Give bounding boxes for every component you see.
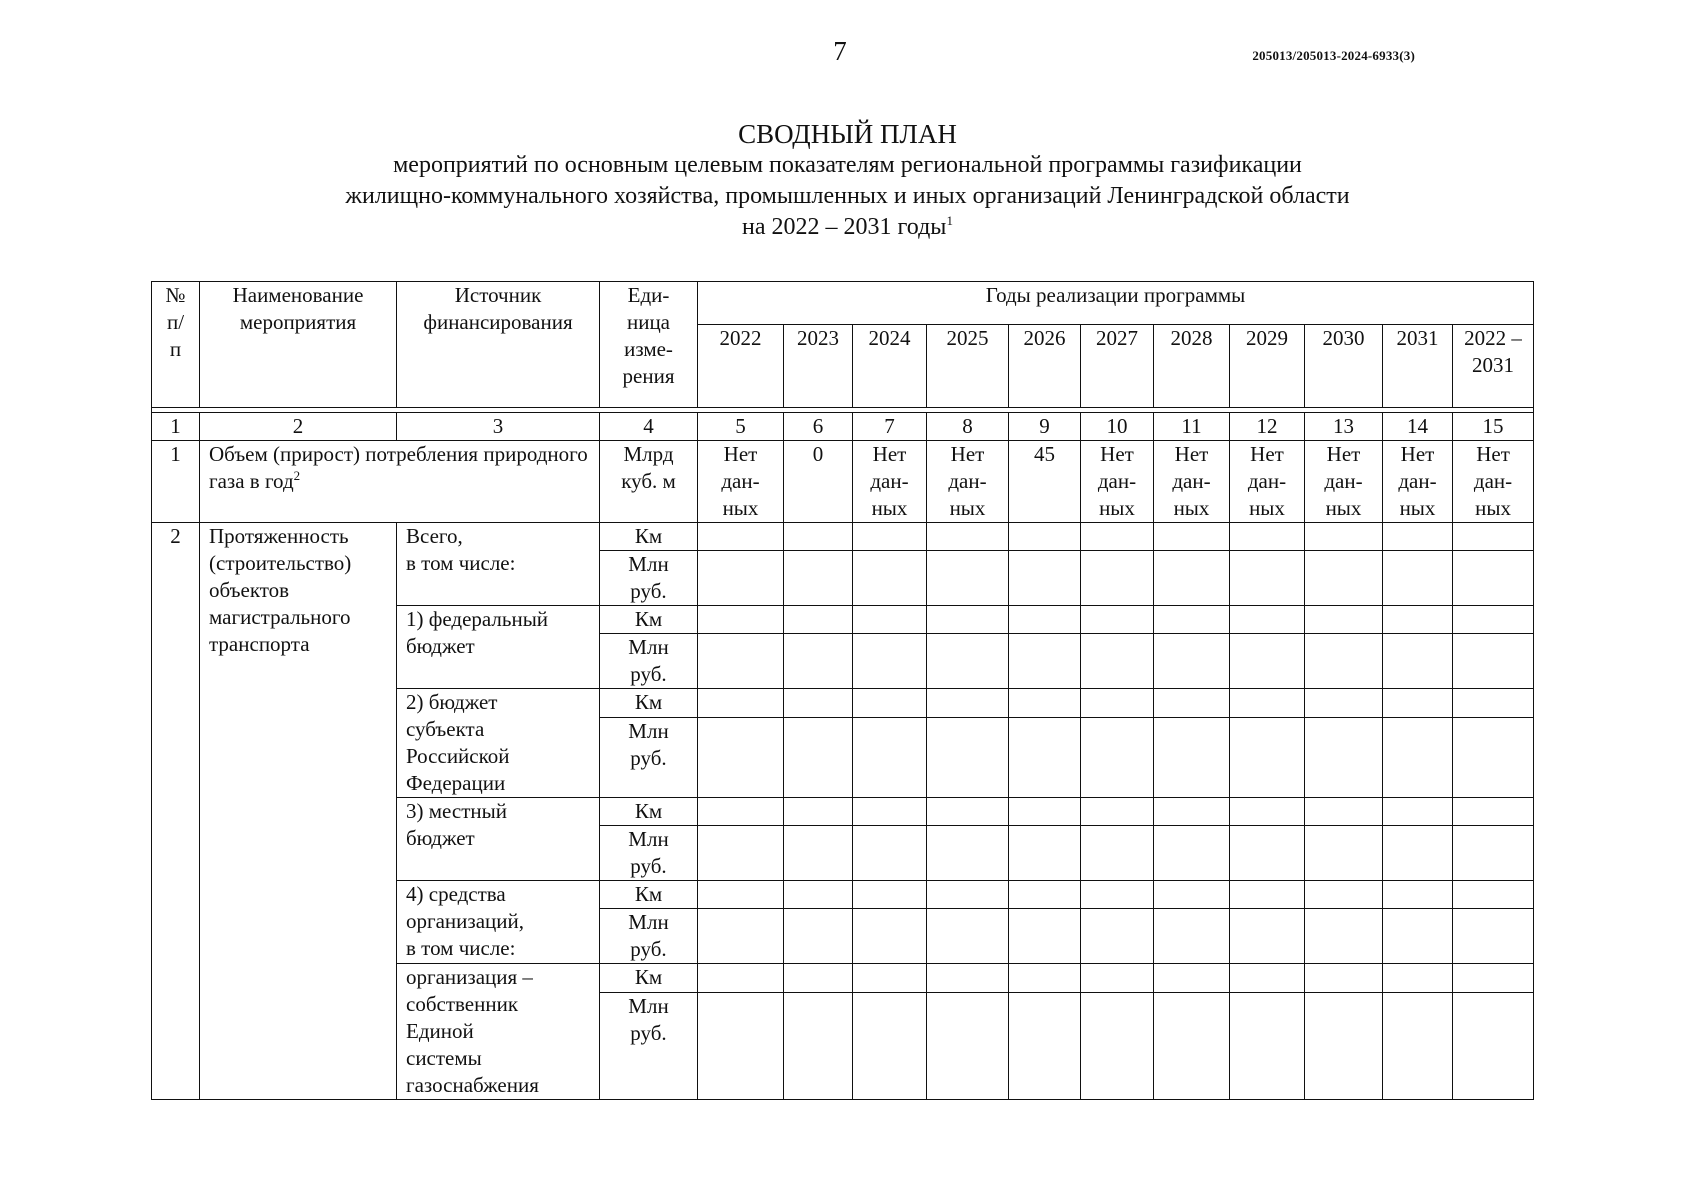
header-year-4: 2026 — [1009, 324, 1081, 408]
column-number: 8 — [927, 413, 1009, 441]
empty-value-cell — [1081, 909, 1154, 964]
header-year-3: 2025 — [927, 324, 1009, 408]
empty-value-cell — [1383, 909, 1453, 964]
footnote-ref-1: 1 — [946, 213, 953, 228]
empty-value-cell — [1230, 909, 1305, 964]
empty-value-cell — [1230, 634, 1305, 689]
empty-value-cell — [927, 606, 1009, 634]
empty-value-cell — [853, 826, 927, 881]
header-name: Наименование мероприятия — [200, 282, 397, 408]
unit-cell: Км — [600, 689, 698, 718]
empty-value-cell — [1305, 551, 1383, 606]
empty-value-cell — [1453, 909, 1534, 964]
empty-value-cell — [784, 634, 853, 689]
empty-value-cell — [1230, 826, 1305, 881]
empty-value-cell — [1230, 964, 1305, 993]
funding-source-0: Всего, в том числе: — [397, 523, 600, 606]
empty-value-cell — [1230, 606, 1305, 634]
empty-value-cell — [927, 909, 1009, 964]
header-year-10: 2022 – 2031 — [1453, 324, 1534, 408]
empty-value-cell — [1305, 689, 1383, 718]
unit-cell: Млн руб. — [600, 634, 698, 689]
empty-value-cell — [1081, 881, 1154, 909]
empty-value-cell — [698, 993, 784, 1100]
unit-cell: Км — [600, 798, 698, 826]
title-line-3: на 2022 – 2031 годы$^1$ — [742, 213, 953, 240]
empty-value-cell — [1383, 798, 1453, 826]
title-main: СВОДНЫЙ ПЛАН — [738, 119, 957, 149]
table-row-1 — [152, 441, 1534, 523]
empty-value-cell — [1009, 551, 1081, 606]
page-number: 7 — [833, 36, 847, 66]
funding-source-5: организация – собственник Единой системы газоснабжения — [397, 964, 600, 1100]
empty-value-cell — [927, 826, 1009, 881]
empty-value-cell — [784, 717, 853, 797]
empty-value-cell — [1230, 689, 1305, 718]
row1-value: Нет дан- ных — [1305, 441, 1383, 523]
empty-value-cell — [927, 964, 1009, 993]
empty-value-cell — [1453, 717, 1534, 797]
row1-value: 45 — [1009, 441, 1081, 523]
empty-value-cell — [784, 993, 853, 1100]
empty-value-cell — [698, 606, 784, 634]
empty-value-cell — [927, 523, 1009, 551]
row1-value: Нет дан- ных — [1453, 441, 1534, 523]
document-title — [0, 118, 1695, 243]
row1-value: Нет дан- ных — [1081, 441, 1154, 523]
empty-value-cell — [1081, 798, 1154, 826]
empty-value-cell — [1154, 826, 1230, 881]
row2-name: Протяженность (строительство) объектов магистрального транспорта — [200, 523, 397, 1100]
funding-source-3: 3) местный бюджет — [397, 798, 600, 881]
empty-value-cell — [1305, 634, 1383, 689]
column-number: 11 — [1154, 413, 1230, 441]
empty-value-cell — [1453, 881, 1534, 909]
empty-value-cell — [784, 523, 853, 551]
empty-value-cell — [1305, 826, 1383, 881]
row1-value: 0 — [784, 441, 853, 523]
header-year-7: 2029 — [1230, 324, 1305, 408]
empty-value-cell — [853, 798, 927, 826]
empty-value-cell — [1154, 881, 1230, 909]
empty-value-cell — [927, 634, 1009, 689]
empty-value-cell — [784, 909, 853, 964]
empty-value-cell — [1383, 689, 1453, 718]
header-year-1: 2023 — [784, 324, 853, 408]
empty-value-cell — [1081, 964, 1154, 993]
empty-value-cell — [1305, 523, 1383, 551]
row2-num: 2 — [152, 523, 200, 1100]
header-years-group: Годы реализации программы — [698, 282, 1534, 325]
empty-value-cell — [784, 798, 853, 826]
empty-value-cell — [1305, 909, 1383, 964]
unit-cell: Млн руб. — [600, 909, 698, 964]
empty-value-cell — [1453, 689, 1534, 718]
header-source: Источник финансирования — [397, 282, 600, 408]
empty-value-cell — [1383, 717, 1453, 797]
empty-value-cell — [1154, 964, 1230, 993]
empty-value-cell — [1453, 634, 1534, 689]
column-number: 7 — [853, 413, 927, 441]
row1-num: 1 — [152, 441, 200, 523]
column-number: 10 — [1081, 413, 1154, 441]
empty-value-cell — [1230, 717, 1305, 797]
empty-value-cell — [927, 717, 1009, 797]
row1-value: Нет дан- ных — [1383, 441, 1453, 523]
empty-value-cell — [698, 826, 784, 881]
column-number: 14 — [1383, 413, 1453, 441]
empty-value-cell — [1154, 523, 1230, 551]
empty-value-cell — [853, 551, 927, 606]
header-year-0: 2022 — [698, 324, 784, 408]
empty-value-cell — [1383, 523, 1453, 551]
row1-value: Нет дан- ных — [698, 441, 784, 523]
column-number: 3 — [397, 413, 600, 441]
empty-value-cell — [1081, 993, 1154, 1100]
header-year-2: 2024 — [853, 324, 927, 408]
empty-value-cell — [698, 689, 784, 718]
empty-value-cell — [1009, 881, 1081, 909]
column-number: 5 — [698, 413, 784, 441]
empty-value-cell — [927, 881, 1009, 909]
empty-value-cell — [784, 826, 853, 881]
row1-unit: Млрд куб. м — [600, 441, 698, 523]
empty-value-cell — [698, 717, 784, 797]
column-number: 2 — [200, 413, 397, 441]
table-row — [152, 523, 1534, 551]
empty-value-cell — [853, 606, 927, 634]
empty-value-cell — [1009, 909, 1081, 964]
row1-value: Нет дан- ных — [927, 441, 1009, 523]
empty-value-cell — [1305, 798, 1383, 826]
empty-value-cell — [1081, 523, 1154, 551]
empty-value-cell — [1009, 964, 1081, 993]
empty-value-cell — [1453, 964, 1534, 993]
empty-value-cell — [784, 881, 853, 909]
empty-value-cell — [1453, 606, 1534, 634]
empty-value-cell — [1230, 551, 1305, 606]
empty-value-cell — [1305, 881, 1383, 909]
empty-value-cell — [698, 551, 784, 606]
empty-value-cell — [1009, 634, 1081, 689]
empty-value-cell — [1453, 551, 1534, 606]
empty-value-cell — [698, 964, 784, 993]
title-line-2: жилищно-коммунального хозяйства, промышленных и иных организаций Ленинградской области — [345, 183, 1350, 209]
empty-value-cell — [1305, 993, 1383, 1100]
empty-value-cell — [1081, 689, 1154, 718]
empty-value-cell — [1009, 606, 1081, 634]
column-number: 9 — [1009, 413, 1081, 441]
unit-cell: Млн руб. — [600, 993, 698, 1100]
empty-value-cell — [1383, 881, 1453, 909]
empty-value-cell — [1009, 826, 1081, 881]
column-number: 15 — [1453, 413, 1534, 441]
empty-value-cell — [784, 551, 853, 606]
empty-value-cell — [927, 993, 1009, 1100]
unit-cell: Км — [600, 881, 698, 909]
empty-value-cell — [853, 909, 927, 964]
unit-cell: Км — [600, 964, 698, 993]
empty-value-cell — [698, 634, 784, 689]
empty-value-cell — [1383, 634, 1453, 689]
unit-cell: Км — [600, 523, 698, 551]
footnote-ref-2: 2 — [293, 468, 301, 483]
empty-value-cell — [1305, 606, 1383, 634]
empty-value-cell — [853, 717, 927, 797]
unit-cell: Км — [600, 606, 698, 634]
empty-value-cell — [1009, 717, 1081, 797]
empty-value-cell — [1154, 551, 1230, 606]
unit-cell: Млн руб. — [600, 717, 698, 797]
empty-value-cell — [1081, 634, 1154, 689]
empty-value-cell — [1383, 993, 1453, 1100]
row1-value: Нет дан- ных — [1154, 441, 1230, 523]
empty-value-cell — [1154, 993, 1230, 1100]
empty-value-cell — [1453, 798, 1534, 826]
empty-value-cell — [1009, 993, 1081, 1100]
empty-value-cell — [698, 798, 784, 826]
empty-value-cell — [1081, 826, 1154, 881]
row1-name: Объем (прирост) потребления природного газа в год$^2$ — [200, 441, 600, 523]
empty-value-cell — [1081, 717, 1154, 797]
header-unit: Еди- ница изме- рения — [600, 282, 698, 408]
empty-value-cell — [1230, 798, 1305, 826]
empty-value-cell — [1453, 826, 1534, 881]
empty-value-cell — [1081, 606, 1154, 634]
column-number: 1 — [152, 413, 200, 441]
column-number: 12 — [1230, 413, 1305, 441]
empty-value-cell — [1383, 964, 1453, 993]
empty-value-cell — [698, 881, 784, 909]
empty-value-cell — [1009, 689, 1081, 718]
empty-value-cell — [784, 964, 853, 993]
empty-value-cell — [1009, 798, 1081, 826]
row1-value: Нет дан- ных — [853, 441, 927, 523]
empty-value-cell — [698, 909, 784, 964]
header-year-9: 2031 — [1383, 324, 1453, 408]
empty-value-cell — [1230, 523, 1305, 551]
empty-value-cell — [1230, 881, 1305, 909]
header-year-6: 2028 — [1154, 324, 1230, 408]
empty-value-cell — [784, 689, 853, 718]
document-id: 205013/205013-2024-6933(3) — [1252, 48, 1415, 63]
empty-value-cell — [853, 634, 927, 689]
empty-value-cell — [1230, 993, 1305, 1100]
plan-table — [151, 281, 1534, 1100]
empty-value-cell — [927, 551, 1009, 606]
funding-source-1: 1) федеральный бюджет — [397, 606, 600, 689]
empty-value-cell — [1154, 798, 1230, 826]
empty-value-cell — [1383, 551, 1453, 606]
empty-value-cell — [1081, 551, 1154, 606]
empty-value-cell — [1383, 826, 1453, 881]
column-numbers-row — [152, 413, 1534, 441]
row1-value: Нет дан- ных — [1230, 441, 1305, 523]
empty-value-cell — [1154, 717, 1230, 797]
empty-value-cell — [853, 993, 927, 1100]
unit-cell: Млн руб. — [600, 826, 698, 881]
empty-value-cell — [1453, 993, 1534, 1100]
column-number: 13 — [1305, 413, 1383, 441]
funding-source-4: 4) средства организаций, в том числе: — [397, 881, 600, 964]
empty-value-cell — [1009, 523, 1081, 551]
empty-value-cell — [853, 964, 927, 993]
header-num: № п/ п — [152, 282, 200, 408]
column-number: 6 — [784, 413, 853, 441]
column-number: 4 — [600, 413, 698, 441]
empty-value-cell — [698, 523, 784, 551]
empty-value-cell — [1154, 606, 1230, 634]
title-line-1: мероприятий по основным целевым показателям региональной программы газификации — [393, 152, 1302, 178]
empty-value-cell — [927, 689, 1009, 718]
empty-value-cell — [1305, 964, 1383, 993]
empty-value-cell — [784, 606, 853, 634]
unit-cell: Млн руб. — [600, 551, 698, 606]
empty-value-cell — [1154, 909, 1230, 964]
funding-source-2: 2) бюджет субъекта Российской Федерации — [397, 689, 600, 798]
header-row-1 — [152, 282, 1534, 325]
empty-value-cell — [1305, 717, 1383, 797]
empty-value-cell — [853, 689, 927, 718]
empty-value-cell — [927, 798, 1009, 826]
empty-value-cell — [853, 881, 927, 909]
header-year-8: 2030 — [1305, 324, 1383, 408]
empty-value-cell — [853, 523, 927, 551]
empty-value-cell — [1453, 523, 1534, 551]
empty-value-cell — [1383, 606, 1453, 634]
empty-value-cell — [1154, 689, 1230, 718]
header-year-5: 2027 — [1081, 324, 1154, 408]
empty-value-cell — [1154, 634, 1230, 689]
